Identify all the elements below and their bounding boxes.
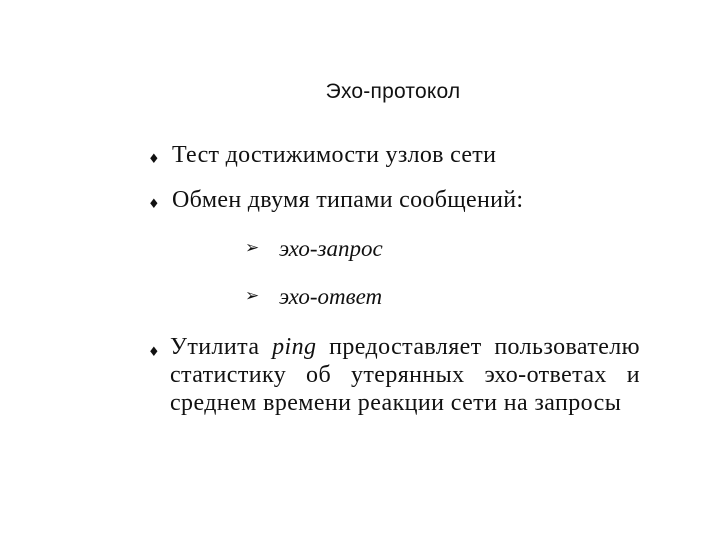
arrow-bullet-icon: ➢ (245, 238, 260, 258)
bullet-paragraph (170, 333, 640, 417)
ping-term: ping (272, 334, 317, 360)
diamond-bullet-icon: ♦ (148, 345, 160, 360)
bullet-item-1: Тест достижимости узлов сети (172, 142, 497, 168)
paragraph-line1-rest: предоставляет пользователю (329, 334, 640, 360)
arrow-bullet-icon: ➢ (245, 286, 260, 306)
sub-item-2: эхо-ответ (279, 284, 383, 309)
paragraph-prefix: Утилита (170, 334, 260, 360)
diamond-bullet-icon: ♦ (148, 152, 160, 167)
paragraph-line-1 (170, 333, 640, 361)
bullet-item-2: Обмен двумя типами сообщений: (172, 187, 524, 213)
slide-title: Эхо-протокол (325, 80, 461, 103)
sub-item-1: эхо-запрос (279, 236, 383, 261)
diamond-bullet-icon: ♦ (148, 197, 160, 212)
paragraph-line-3: среднем времени реакции сети на запросы (170, 390, 622, 416)
paragraph-line-2: статистику об утерянных эхо-ответах и (170, 362, 640, 388)
